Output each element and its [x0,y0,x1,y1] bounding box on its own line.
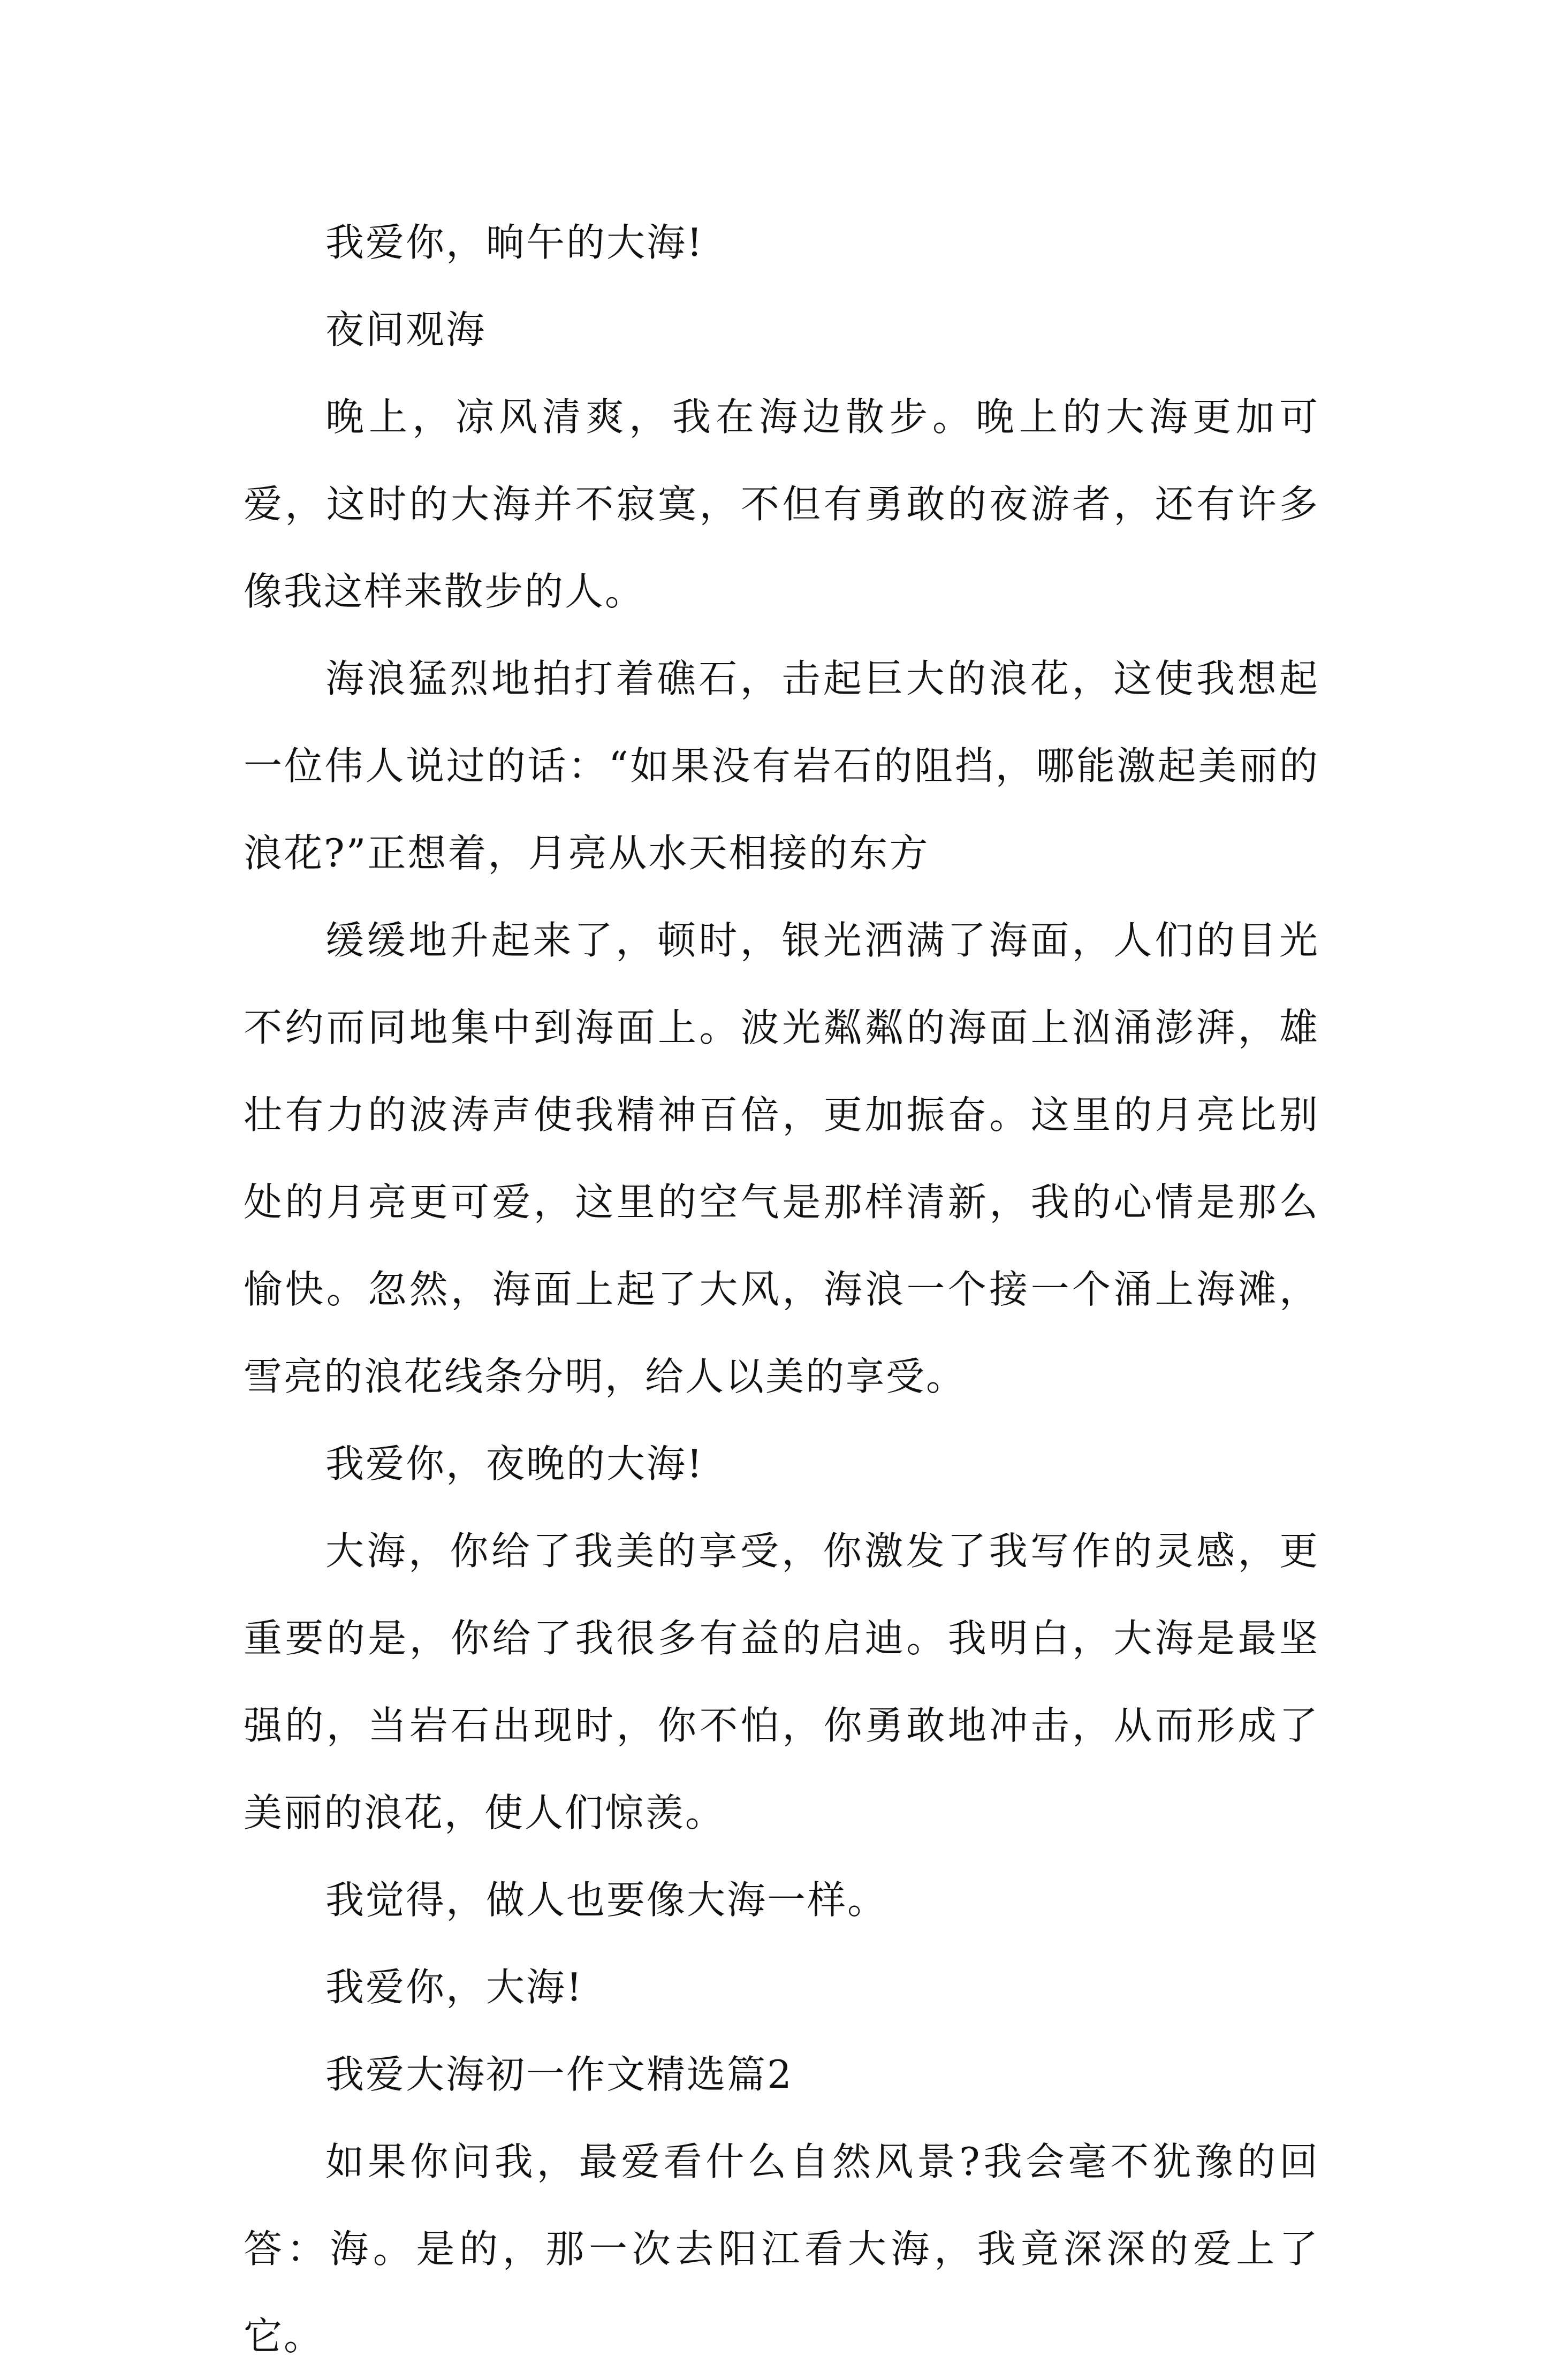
essay-title-part-2: 我爱大海初一作文精选篇2 [325,2052,793,2097]
section-heading-night-sea: 夜间观海 [325,307,487,352]
paragraph-closing-noon: 我爱你，晌午的大海! [325,220,704,265]
paragraph-be-like-sea: 我觉得，做人也要像大海一样。 [325,1877,888,1922]
paragraph-moonrise: 缓缓地升起来了，顿时，银光洒满了海面，人们的目光不约而同地集中到海面上。波光粼粼的海面上汹涌澎湃，雄壮有力的波涛声使我精神百倍，更加振奋。这里的月亮比别处的月亮更可爱，这里的空气是那样清新，我的心情是那么愉快。忽然，海面上起了大风，海浪一个接一个涌上海滩，雪亮的浪花线条分明，给人以美的享受。 [244,918,1319,1399]
paragraph-closing-night: 我爱你，夜晚的大海! [325,1441,704,1486]
paragraph-sea-inspiration: 大海，你给了我美的享受，你激发了我写作的灵感，更重要的是，你给了我很多有益的启迪。我明白，大海是最坚强的，当岩石出现时，你不怕，你勇敢地冲击，从而形成了美丽的浪花，使人们惊羡。 [244,1529,1319,1835]
document-body [244,199,1319,2380]
paragraph-evening-walk: 晚上，凉风清爽，我在海边散步。晚上的大海更加可爱，这时的大海并不寂寞，不但有勇敢的夜游者，还有许多像我这样来散步的人。 [244,394,1319,614]
paragraph-favorite-scenery: 如果你问我，最爱看什么自然风景?我会毫不犹豫的回答：海。是的，那一次去阳江看大海，我竟深深的爱上了它。 [244,2139,1319,2359]
paragraph-closing-sea: 我爱你，大海! [325,1965,583,2010]
paragraph-waves-rocks: 海浪猛烈地拍打着礁石，击起巨大的浪花，这使我想起一位伟人说过的话：“如果没有岩石的阻挡，哪能激起美丽的浪花?”正想着，月亮从水天相接的东方 [244,656,1319,876]
